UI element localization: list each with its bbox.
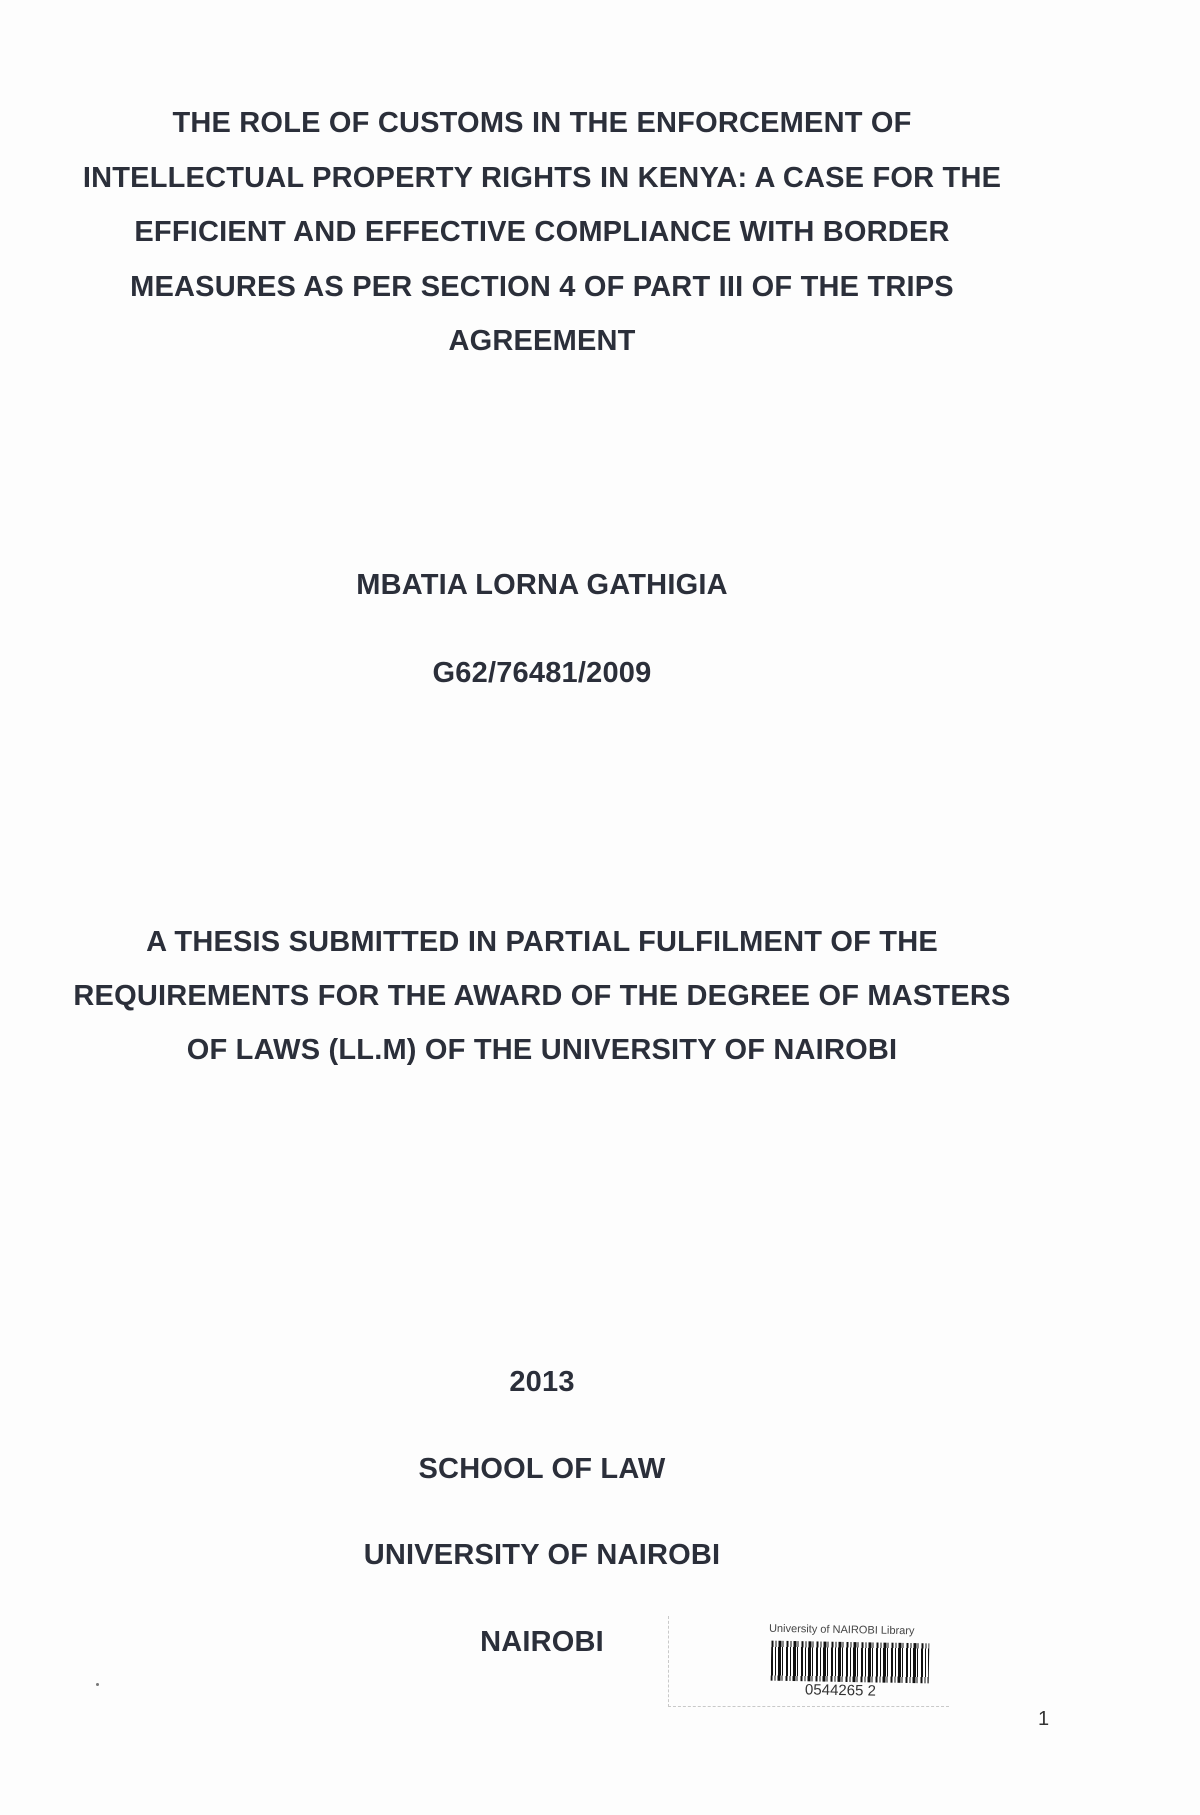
title-line: INTELLECTUAL PROPERTY RIGHTS IN KENYA: A CASE FOR THE xyxy=(82,161,1002,194)
statement-line: REQUIREMENTS FOR THE AWARD OF THE DEGREE OF MASTERS xyxy=(73,980,1011,1012)
title-line: EFFICIENT AND EFFECTIVE COMPLIANCE WITH BORDER xyxy=(134,216,950,248)
author-name: MBATIA LORNA GATHIGIA xyxy=(356,569,728,601)
title-line: THE ROLE OF CUSTOMS IN THE ENFORCEMENT OF xyxy=(172,107,912,139)
barcode-icon xyxy=(771,1641,930,1684)
library-barcode-label xyxy=(668,1616,949,1707)
barcode-number: 0544265 2 xyxy=(804,1681,877,1700)
submission-statement xyxy=(0,915,1084,1077)
thesis-title xyxy=(0,96,1084,369)
page-number: 1 xyxy=(1038,1708,1050,1730)
statement-line: A THESIS SUBMITTED IN PARTIAL FULFILMENT OF THE xyxy=(146,926,938,958)
registration-number: G62/76481/2009 xyxy=(432,657,652,689)
statement-line: OF LAWS (LL.M) OF THE UNIVERSITY OF NAIROBI xyxy=(186,1034,898,1066)
scan-speck xyxy=(96,1683,99,1686)
submission-year: 2013 xyxy=(509,1366,575,1398)
library-caption: University of NAIROBI Library xyxy=(768,1622,915,1638)
title-line: AGREEMENT xyxy=(448,325,636,357)
school-name: SCHOOL OF LAW xyxy=(418,1453,666,1485)
city-name: NAIROBI xyxy=(480,1626,604,1658)
title-line: MEASURES AS PER SECTION 4 OF PART III OF THE TRIPS xyxy=(130,270,954,303)
university-name: UNIVERSITY OF NAIROBI xyxy=(363,1539,721,1571)
